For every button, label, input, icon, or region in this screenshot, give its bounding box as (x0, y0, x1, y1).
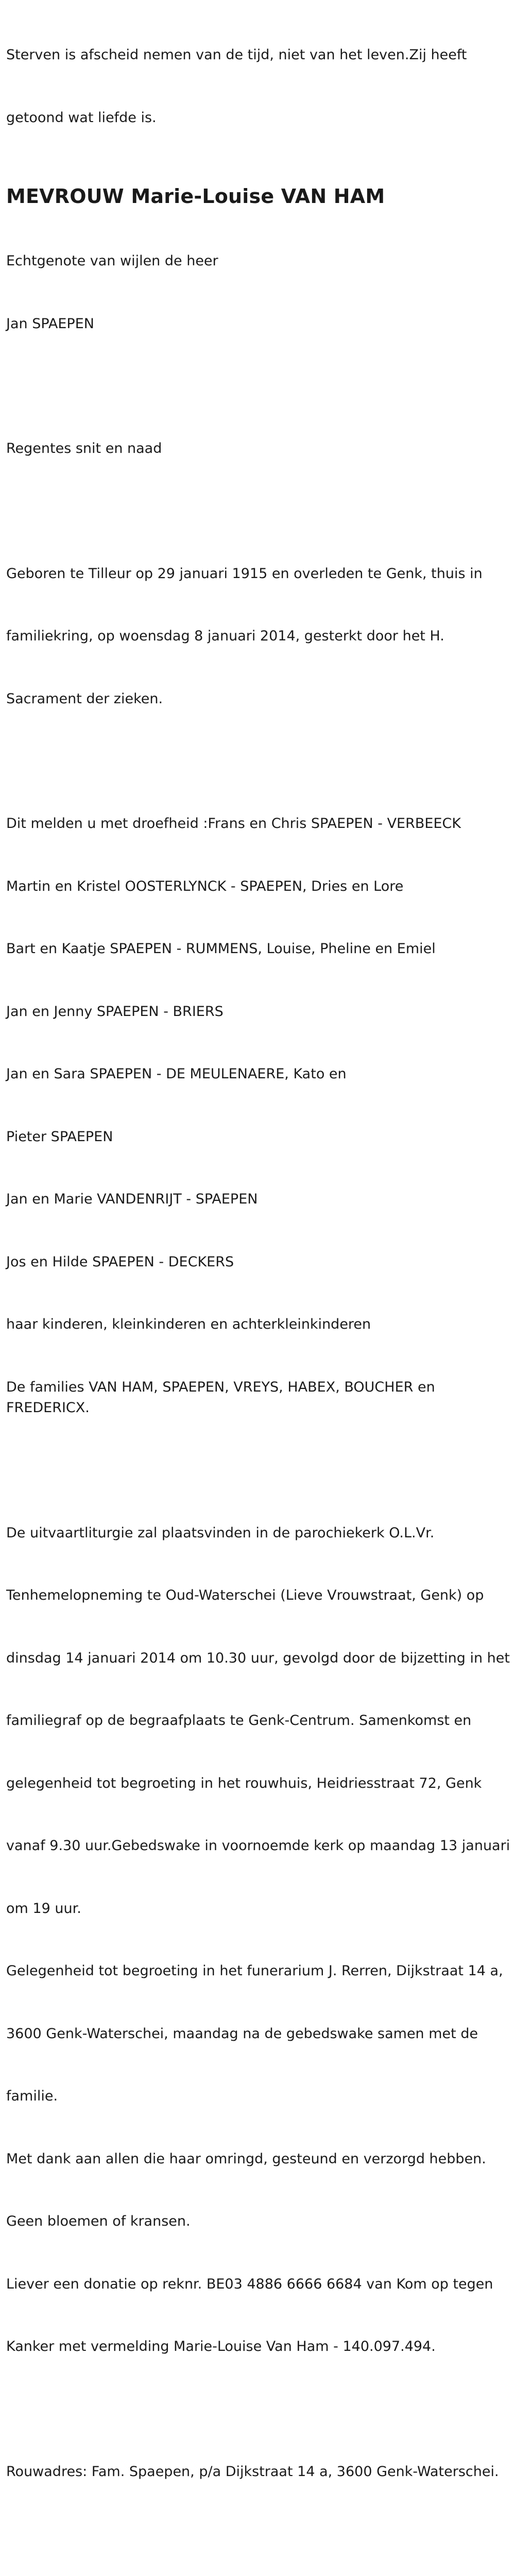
birth-death-line: Sacrament der zieken. (6, 690, 163, 707)
spacer (6, 376, 515, 397)
family-line: Jan en Jenny SPAEPEN - BRIERS (6, 1003, 224, 1020)
deceased-name: MEVROUW Marie-Louise VAN HAM (6, 185, 385, 208)
family-line: Bart en Kaatje SPAEPEN - RUMMENS, Louise, Pheline en Emiel (6, 941, 436, 957)
spacer (6, 170, 515, 183)
funeral-line: Kanker met vermelding Marie-Louise Van Ham - 140.097.494. (6, 2338, 436, 2354)
quote-line: Sterven is afscheid nemen van de tijd, niet van het leven.Zij heeft (6, 47, 467, 63)
funeral-line: vanaf 9.30 uur.Gebedswake in voornoemde kerk op maandag 13 januari (6, 1838, 510, 1854)
spouse-line: Jan SPAEPEN (6, 315, 94, 332)
family-line: De families VAN HAM, SPAEPEN, VREYS, HABEX, BOUCHER en FREDERICX. (6, 1379, 440, 1416)
quote-line: getoond wat liefde is. (6, 109, 157, 126)
funeral-line: Tenhemelopneming te Oud-Waterschei (Lieve Vrouwstraat, Genk) op (6, 1587, 484, 1603)
family-line: Jan en Marie VANDENRIJT - SPAEPEN (6, 1191, 258, 1207)
notice (6, 2545, 515, 2576)
family-announcement (6, 772, 515, 1461)
funeral-line: familie. (6, 2088, 58, 2104)
funeral-line: Gelegenheid tot begroeting in het funerarium J. Rerren, Dijkstraat 14 a, (6, 1963, 503, 1979)
funeral-line: Geen bloemen of kransen. (6, 2213, 191, 2229)
spacer (6, 2399, 515, 2420)
spouse-info (6, 209, 515, 376)
spacer (6, 751, 515, 772)
funeral-line: gelegenheid tot begroeting in het rouwhuis, Heidriesstraat 72, Genk (6, 1775, 482, 1791)
funeral-line: Met dank aan allen die haar omringd, gesteund en verzorgd hebben. (6, 2150, 486, 2167)
family-line: haar kinderen, kleinkinderen en achterkleinkinderen (6, 1316, 371, 1332)
spacer (6, 1461, 515, 1481)
family-line: Jan en Sara SPAEPEN - DE MEULENAERE, Kato en (6, 1066, 347, 1082)
profession (6, 397, 515, 501)
family-line: Dit melden u met droefheid :Frans en Chris SPAEPEN - VERBEECK (6, 816, 461, 832)
funeral-line: dinsdag 14 januari 2014 om 10.30 uur, gevolgd door de bijzetting in het (6, 1650, 510, 1666)
funeral-line: De uitvaartliturgie zal plaatsvinden in de parochiekerk O.L.Vr. (6, 1524, 435, 1541)
funeral-line: familiegraf op de begraafplaats te Genk-Centrum. Samenkomst en (6, 1713, 472, 1728)
opening-quote (6, 3, 515, 170)
funeral-line: om 19 uur. (6, 1900, 81, 1917)
family-line: Pieter SPAEPEN (6, 1128, 113, 1145)
mourning-address (6, 2420, 515, 2524)
family-line: Martin en Kristel OOSTERLYNCK - SPAEPEN, Dries en Lore (6, 878, 404, 894)
funeral-line: 3600 Genk-Waterschei, maandag na de gebedswake samen met de (6, 2025, 478, 2042)
spacer (6, 2524, 515, 2545)
birth-death-line: Geboren te Tilleur op 29 januari 1915 en overleden te Genk, thuis in (6, 565, 483, 582)
funeral-details (6, 1481, 515, 2399)
birth-death-line: familiekring, op woensdag 8 januari 2014, gesterkt door het H. (6, 628, 444, 644)
spacer (6, 501, 515, 522)
address-line: Rouwadres: Fam. Spaepen, p/a Dijkstraat 14 a, 3600 Genk-Waterschei. (6, 2463, 499, 2480)
birth-death-info (6, 522, 515, 752)
profession-line: Regentes snit en naad (6, 440, 162, 456)
funeral-line: Liever een donatie op reknr. BE03 4886 6666 6684 van Kom op tegen (6, 2276, 493, 2292)
spouse-line: Echtgenote van wijlen de heer (6, 253, 218, 269)
family-line: Jos en Hilde SPAEPEN - DECKERS (6, 1253, 234, 1270)
